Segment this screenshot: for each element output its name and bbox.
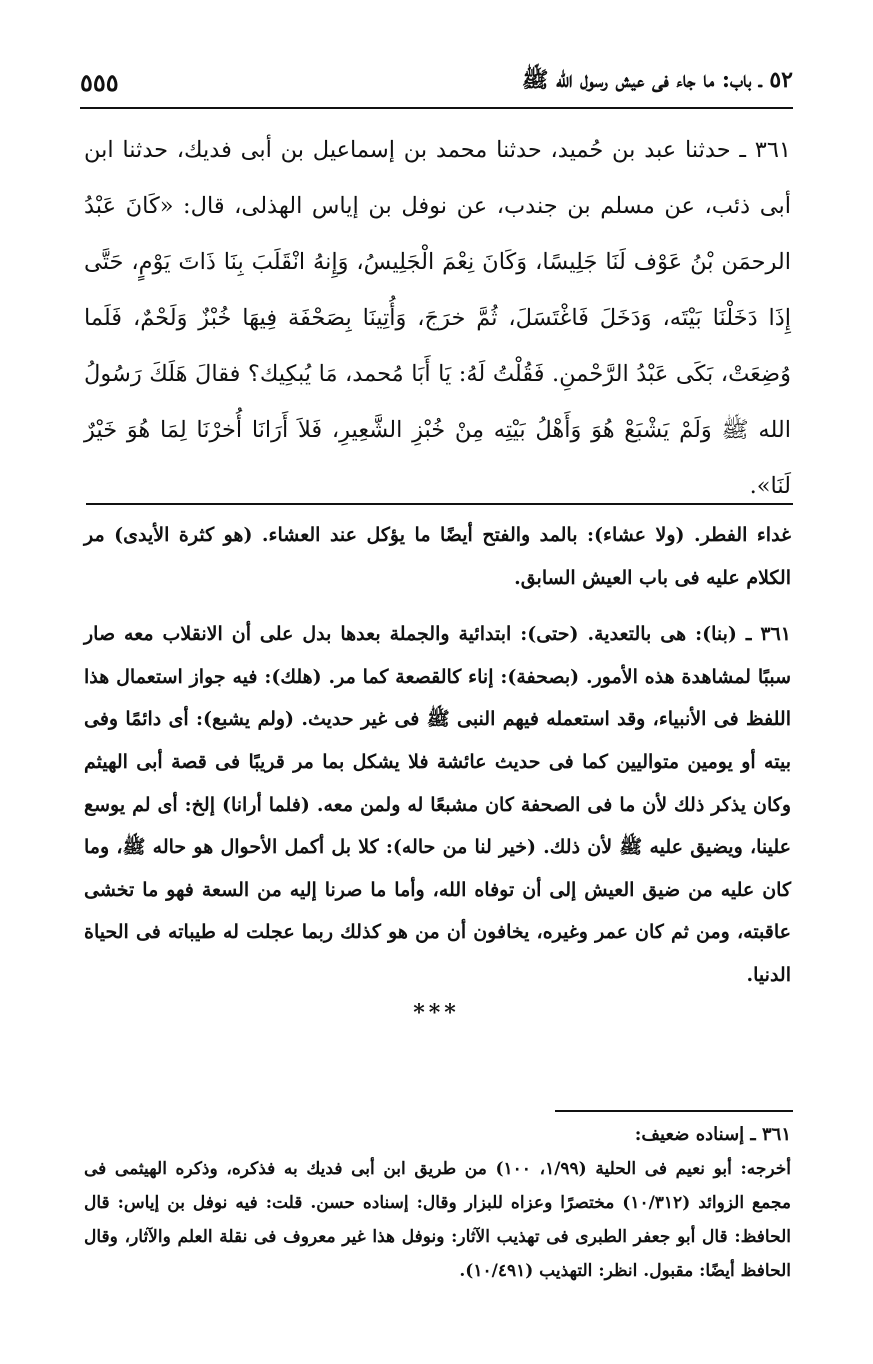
page-number: ٥٥٥ [80,67,119,97]
hadith-text: ٣٦١ ـ حدثنا عبد بن حُميد، حدثنا محمد بن إسماعيل بن أبى فديك، حدثنا ابن أبى ذئب، عن مسلم بن جندب، عن نوفل بن إياس الهذلى، قال: «كَانَ عَبْدُ الرحمَن بْنُ عَوْف لَنَا جَلِيسًا، وَكَانَ نِعْمَ الْجَلِيسُ، وَإِنهُ انْقَلَبَ بِنَا ذَاتَ يَوْمٍ، حَتَّى إِذَا دَخَلْنَا بَيْتَه، وَدَخَلَ فَاغْتَسَلَ، ثُمَّ خرَجَ، وَأُتِينَا بِصَحْفَة فِيهَا خُبْزٌ وَلَحْمٌ، فَلَما وُضِعَتْ، بَكَى عَبْدُ الرَّحْمنِ. فَقُلْتُ لَهُ: يَا أَبَا مُحمد، مَا يُبكِيك؟ فقالَ هَلَكَ رَسُولُ الله ﷺ وَلَمْ يَشْبَعْ هُوَ وَأَهْلُ بَيْتِه مِنْ خُبْزِ الشَّعِيرِ، فَلاَ أَرَانَا أُخرْنَا لِمَا هُوَ خَيْرٌ لَنَا». [84,137,791,499]
commentary [84,514,791,997]
commentary-paragraph-2: ٣٦١ ـ (بنا): هى بالتعدية. (حتى): ابتدائية والجملة بعدها بدل على أن الانقلاب معه صار سببًا لمشاهدة هذه الأمور. (بصحفة): إناء كالقصعة كما مر. (هلك): فيه جواز استعمال هذا اللفظ فى الأنبياء، وقد استعمله فيهم النبى ﷺ فى غير حديث. (ولم يشبع): أى دائمًا وفى بيته أو يومين متواليين كما فى حديث عائشة فلا يشكل بما مر قريبًا فى قصة أبى الهيثم وكان يذكر ذلك لأن ما فى الصحفة كان مشبعًا له ولمن معه. (فلما أرانا) إلخ: أى لم يوسع علينا، ويضيق عليه ﷺ لأن ذلك. (خير لنا من حاله): كلا بل أكمل الأحوال هو حاله ﷺ، وما كان عليه من ضيق العيش إلى أن توفاه الله، وأما ما صرنا إليه من السعة فهو ما تخشى عاقبته، ومن ثم كان عمر وغيره، يخافون أن من هو كذلك ربما عجلت له طيباته فى الحياة الدنيا. [84,623,791,986]
footnote-text: أخرجه: أبو نعيم فى الحلية (١/٩٩، ١٠٠) من طريق ابن أبى فديك به فذكره، وذكره الهيثمى فى مجمع الزوائد (١٠/٣١٢) مختصرًا وعزاه للبزار وقال: إسناده حسن. قلت: فيه نوفل بن إياس: قال الحافظ: قال أبو جعفر الطبرى فى تهذيب الآثار: ونوفل هذا غير معروف فى نقلة العلم والآثار، وقال الحافظ أيضًا: مقبول. انظر: التهذيب (١٠/٤٩١). [84,1159,792,1281]
footnote-rule [555,1110,793,1112]
commentary-paragraph-1: غداء الفطر. (ولا عشاء): بالمد والفتح أيضًا ما يؤكل عند العشاء. (هو كثرة الأيدى) مر الكلام عليه فى باب العيش السابق. [84,524,791,589]
page-header [80,62,793,102]
footnote [84,1118,791,1288]
header-rule [80,107,793,109]
section-divider [86,503,793,505]
separator-stars: *** [413,1000,460,1026]
chapter-title: ٥٢ ـ باب: ما جاء فى عيش رسول الله ﷺ [521,67,793,93]
footnote-title: ٣٦١ ـ إسناده ضعيف: [634,1124,791,1145]
